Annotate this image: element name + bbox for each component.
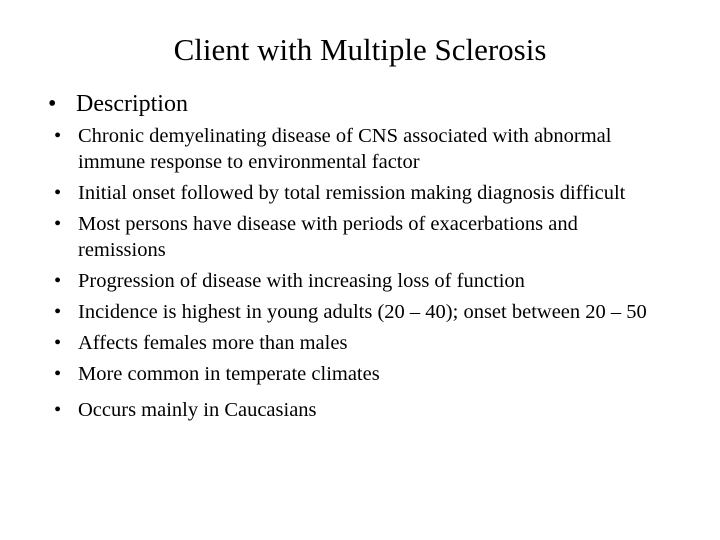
bullet-item-text: More common in temperate climates — [78, 363, 380, 385]
bullet-item — [48, 299, 668, 325]
bullet-item-text: Progression of disease with increasing loss of function — [78, 270, 525, 292]
bullet-item — [48, 397, 668, 423]
bullet-item-text: Most persons have disease with periods of exacerbations and remissions — [78, 213, 578, 261]
bullet-glyph: • — [54, 213, 62, 235]
bullet-item-text: Chronic demyelinating disease of CNS associated with abnormal immune response to environmental factor — [78, 125, 612, 173]
bullet-glyph: • — [54, 301, 62, 323]
bullet-item-text: Occurs mainly in Caucasians — [78, 399, 317, 421]
description-heading-label: Description — [76, 91, 188, 117]
bullet-item-text: Initial onset followed by total remission making diagnosis difficult — [78, 182, 626, 204]
bullet-list — [48, 123, 668, 428]
bullet-glyph: • — [54, 270, 62, 292]
bullet-glyph: • — [54, 399, 62, 421]
bullet-item-text: Affects females more than males — [78, 332, 348, 354]
bullet-glyph: • — [54, 125, 62, 147]
bullet-item — [48, 180, 668, 206]
bullet-item-text: Incidence is highest in young adults (20 – 40); onset between 20 – 50 — [78, 301, 647, 323]
bullet-glyph: • — [54, 182, 62, 204]
description-heading — [48, 89, 188, 119]
bullet-item — [48, 361, 668, 387]
bullet-glyph: • — [54, 332, 62, 354]
bullet-item — [48, 123, 668, 175]
slide-title: Client with Multiple Sclerosis — [173, 32, 547, 67]
bullet-glyph: • — [54, 363, 62, 385]
bullet-item — [48, 330, 668, 356]
bullet-item — [48, 268, 668, 294]
bullet-item — [48, 211, 668, 263]
bullet-glyph: • — [48, 91, 57, 117]
